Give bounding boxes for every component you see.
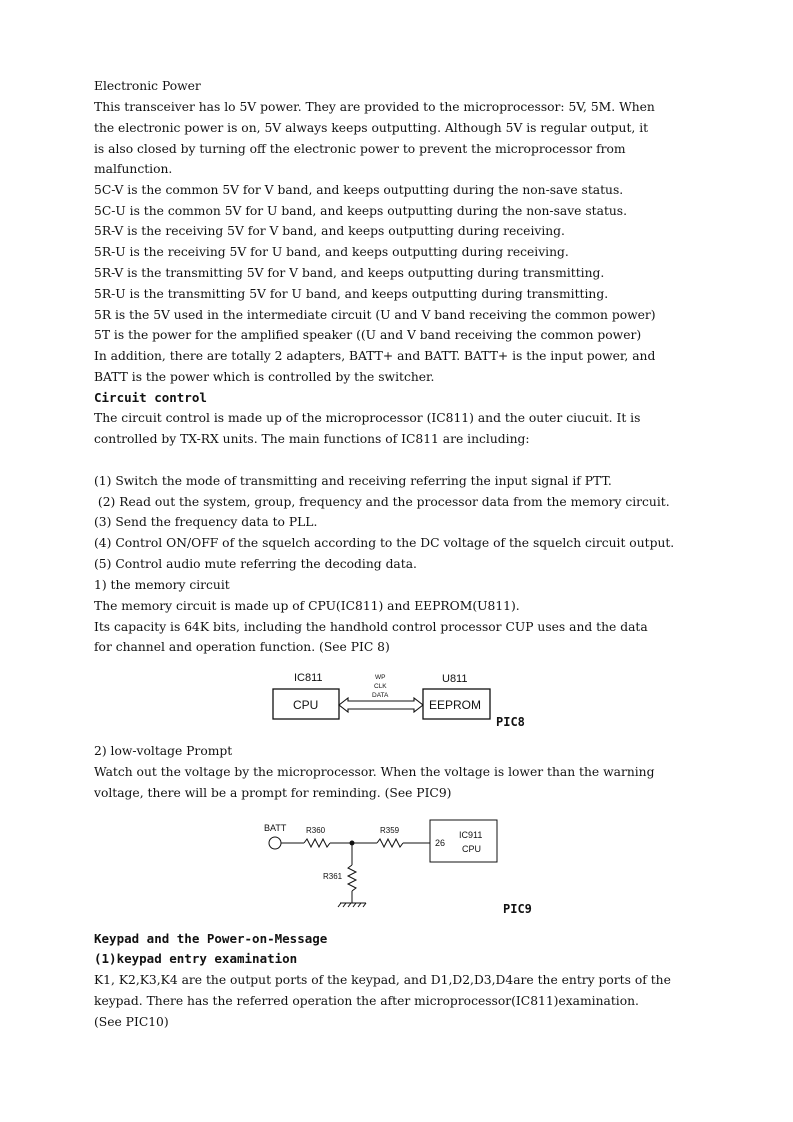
resistor-r360-label: R360 [306, 826, 326, 835]
power-paragraph-line: 5R-U is the receiving 5V for U band, and keeps outputting during receiving. [94, 245, 569, 259]
power-paragraph-line: 5R-V is the receiving 5V for V band, and keeps outputting during receiving. [94, 224, 565, 238]
resistor-r359-label: R359 [380, 826, 400, 835]
pic9-caption: PIC9 [503, 902, 532, 916]
memory-paragraph-line: The memory circuit is made up of CPU(IC811) and EEPROM(U811). [94, 599, 520, 613]
power-paragraph-line: 5R is the 5V used in the intermediate circuit (U and V band receiving the common power) [94, 308, 656, 322]
function-list-item: (3) Send the frequency data to PLL. [94, 515, 318, 529]
eeprom-ref-label: U811 [442, 673, 468, 685]
memory-paragraph-line: Its capacity is 64K bits, including the handhold control processor CUP uses and the data [94, 620, 648, 634]
subsection-heading-low-voltage: 2) low-voltage Prompt [94, 744, 233, 758]
subsection-heading-keypad-entry: (1)keypad entry examination [94, 951, 298, 966]
resistor-r361-icon [348, 865, 356, 891]
power-paragraph-line: This transceiver has lo 5V power. They are provided to the microprocessor: 5V, 5M. When [94, 100, 655, 114]
batt-label: BATT [264, 823, 287, 833]
function-list-item: (4) Control ON/OFF of the squelch according to the DC voltage of the squelch circuit output. [94, 536, 675, 550]
power-paragraph-line: the electronic power is on, 5V always keeps outputting. Although 5V is regular output, it [94, 121, 649, 135]
bidirectional-bus-arrow [339, 698, 423, 712]
low-voltage-paragraph-line: Watch out the voltage by the microprocessor. When the voltage is lower than the warning [94, 765, 655, 779]
power-paragraph-line: is also closed by turning off the electronic power to prevent the microprocessor from [94, 142, 626, 156]
resistor-r360-icon [304, 839, 330, 847]
resistor-r359-icon [377, 839, 403, 847]
bus-signal-data: DATA [372, 692, 389, 699]
section-heading-circuit-control: Circuit control [94, 390, 207, 405]
ic911-cpu-label: CPU [462, 844, 482, 854]
resistor-r361-label: R361 [323, 872, 343, 881]
pic9-schematic [260, 815, 550, 920]
cpu-ref-label: IC811 [294, 672, 323, 684]
bus-signal-clk: CLK [374, 683, 387, 690]
function-list-item: (5) Control audio mute referring the decoding data. [94, 557, 417, 571]
section-heading-electronic-power: Electronic Power [94, 79, 201, 93]
circuit-intro-line: The circuit control is made up of the microprocessor (IC811) and the outer ciucuit. It is [94, 411, 641, 425]
batt-terminal-icon [269, 837, 281, 849]
power-paragraph-line: malfunction. [94, 162, 173, 176]
keypad-paragraph-line: K1, K2,K3,K4 are the output ports of the keypad, and D1,D2,D3,D4are the entry ports of the [94, 973, 671, 987]
memory-paragraph-line: for channel and operation function. (See PIC 8) [94, 640, 390, 654]
power-paragraph-line: 5R-V is the transmitting 5V for V band, and keeps outputting during transmitting. [94, 266, 605, 280]
power-paragraph-line: 5C-U is the common 5V for U band, and keeps outputting during the non-save status. [94, 204, 628, 218]
ic911-ref-label: IC911 [459, 830, 483, 840]
ground-icon [338, 903, 366, 907]
power-paragraph-line: BATT is the power which is controlled by the switcher. [94, 370, 435, 384]
bus-signal-wp: WP [375, 674, 386, 681]
pic8-caption: PIC8 [496, 715, 525, 729]
keypad-paragraph-line: (See PIC10) [94, 1015, 169, 1029]
power-paragraph-line: In addition, there are totally 2 adapters, BATT+ and BATT. BATT+ is the input power, and [94, 349, 656, 363]
function-list-item: (1) Switch the mode of transmitting and receiving referring the input signal if PTT. [94, 474, 612, 488]
function-list-item: (2) Read out the system, group, frequency and the processor data from the memory circuit. [94, 495, 670, 509]
low-voltage-paragraph-line: voltage, there will be a prompt for reminding. (See PIC9) [94, 786, 452, 800]
power-paragraph-line: 5R-U is the transmitting 5V for U band, and keeps outputting during transmitting. [94, 287, 609, 301]
circuit-intro-line: controlled by TX-RX units. The main functions of IC811 are including: [94, 432, 530, 446]
eeprom-box-label: EEPROM [429, 698, 482, 712]
cpu-box-label: CPU [293, 698, 319, 712]
power-paragraph-line: 5C-V is the common 5V for V band, and keeps outputting during the non-save status. [94, 183, 624, 197]
section-heading-keypad: Keypad and the Power-on-Message [94, 931, 328, 946]
ic911-pin-number: 26 [435, 838, 446, 848]
pic8-diagram [260, 665, 540, 733]
power-paragraph-line: 5T is the power for the amplified speaker ((U and V band receiving the common power) [94, 328, 642, 342]
keypad-paragraph-line: keypad. There has the referred operation the after microprocessor(IC811)examination. [94, 994, 639, 1008]
subsection-heading-memory-circuit: 1) the memory circuit [94, 578, 230, 592]
